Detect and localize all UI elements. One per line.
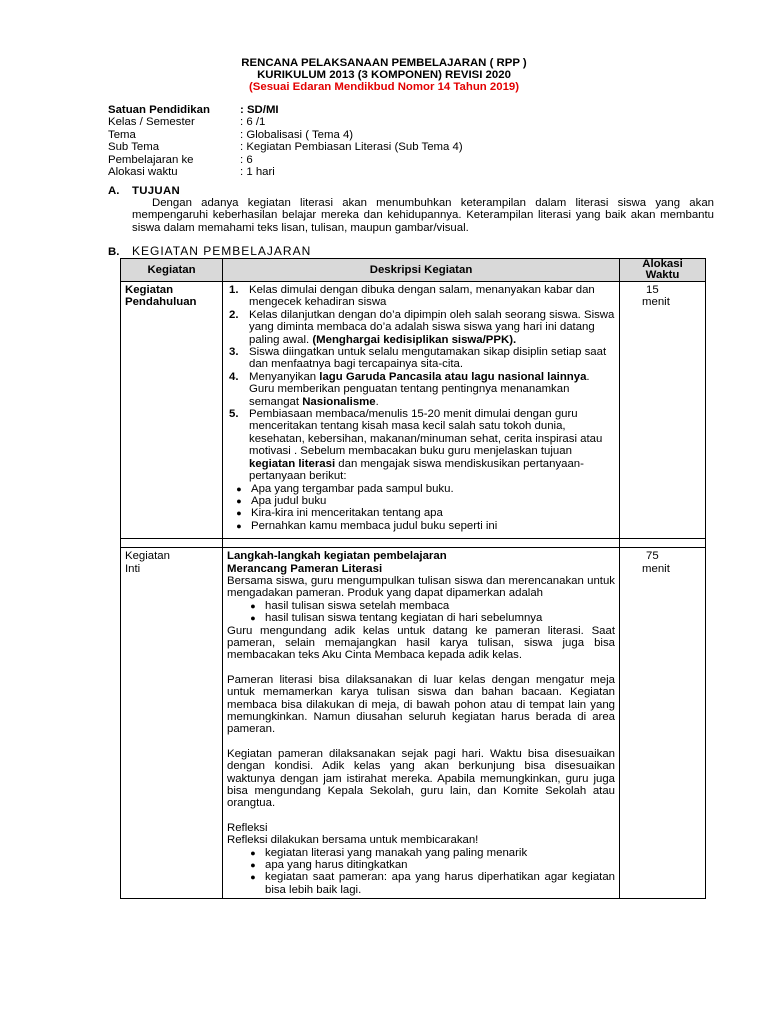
col-header-kegiatan: Kegiatan — [121, 259, 223, 282]
inti-paragraph: Kegiatan pameran dilaksanakan sejak pagi hari. Waktu bisa disesuaikan dengan kondisi. Adik kelas yang akan berkunjung bisa disesuaikan waktunya dengan jam istirahat mereka. Apabila memungkinkan, guru juga bisa mengundang Kepala Sekolah, guru lain, dan Komite Sekolah atau orangtua. — [227, 747, 615, 810]
inti-paragraph: Pameran literasi bisa dilaksanakan di luar kelas dengan mengatur meja untuk memamerkan karya tulisan siswa dan bahan bacaan. Kegiatan membaca bisa dilakukan di meja, di bawah pohon atau di tempat lain yang memungkinkan. Namun diusahan seluruh kegiatan harus berada di area pameran. — [227, 673, 615, 736]
refleksi-list — [227, 847, 615, 897]
section-a-text: Dengan adanya kegiatan literasi akan menumbuhkan keterampilan dalam literasi siswa yang akan mempengaruhi keberhasilan belajar mereka dan kehidupannya. Keterampilan literasi yang baik akan membantu siswa dalam memahami teks lisan, tulisan, maupun gambar/visual. — [132, 197, 714, 234]
cell-waktu-pendahuluan — [620, 282, 706, 539]
bullet-item — [227, 507, 615, 519]
bullet-dot-icon: ● — [250, 613, 256, 624]
bullet-text: Kira-kira ini menceritakan tentang apa — [251, 507, 443, 520]
cell-deskripsi-inti — [223, 548, 620, 899]
bullet-text: Pernahkan kamu membaca judul buku seperti ini — [251, 519, 498, 532]
table-row-inti — [121, 548, 706, 899]
cell-kegiatan-pendahuluan — [121, 282, 223, 539]
col-header-waktu: Alokasi Waktu — [620, 259, 706, 282]
refleksi-title: Refleksi — [227, 821, 268, 834]
bullet-text: Apa yang tergambar pada sampul buku. — [251, 482, 454, 495]
identity-value: : 1 hari — [240, 165, 275, 178]
step-item — [227, 346, 615, 371]
identity-block — [108, 104, 463, 178]
inti-paragraph: Guru mengundang adik kelas untuk datang ke pameran literasi. Saat pameran, selain memajangkan hasil karya tulisan, siswa juga bisa membacakan teks Aku Cinta Membaca kepada adik kelas. — [227, 624, 615, 662]
identity-key: Tema — [108, 128, 136, 141]
identity-value: : Globalisasi ( Tema 4) — [240, 128, 354, 141]
cell-waktu-inti — [620, 548, 706, 899]
step-text-part: lagu Garuda Pancasila atau lagu nasional lainnya — [319, 370, 587, 383]
activity-table — [120, 258, 706, 899]
identity-value: : 6 — [240, 153, 253, 166]
table-header-row — [121, 259, 706, 282]
step-text-part: kegiatan literasi — [249, 457, 336, 470]
step-text-part: . — [375, 395, 379, 408]
bullet-dot-icon: ● — [250, 872, 256, 883]
step-text-part: Pembiasaan membaca/menulis 15-20 menit dimulai dengan guru menceritakan tentang kisah masa kecil salah satu tokoh dunia, kesehatan, kebersihan, makanan/minuman sehat, cerita inspirasi atau motivasi . Sebelum membacakan buku guru menjelaskan tujuan — [249, 408, 603, 458]
time-unit: menit — [642, 562, 670, 575]
doc-title: RENCANA PELAKSANAAN PEMBELAJARAN ( RPP ) — [241, 57, 527, 69]
step-text-part: Siswa diingatkan untuk selalu mengutamakan sikap disiplin setiap saat dan menfaatnya bagi tercapainya sita-cita. — [249, 346, 607, 371]
time-unit: menit — [642, 296, 670, 309]
bullet-item — [227, 483, 615, 495]
identity-value: : Kegiatan Pembiasan Literasi (Sub Tema 4) — [240, 141, 463, 154]
bullet-text: apa yang harus ditingkatkan — [265, 859, 408, 872]
identity-row — [108, 166, 463, 178]
refleksi-text: Refleksi dilakukan bersama untuk membicarakan! — [227, 834, 479, 847]
step-number: 3. — [229, 346, 239, 359]
bullet-item — [241, 600, 615, 612]
step-item — [227, 371, 615, 408]
step-text-part: dan mengajak siswa mendiskusikan pertanyaan-pertanyaan berikut: — [249, 457, 584, 483]
bullet-item — [241, 612, 615, 624]
identity-row — [108, 154, 463, 166]
bullet-dot-icon: ● — [236, 483, 242, 494]
step-text-part: Kelas dimulai dengan dibuka dengan salam, menanyakan kabar dan mengecek kehadiran siswa — [249, 284, 595, 309]
inti-subheading: Merancang Pameran Literasi — [227, 562, 383, 575]
step-number: 5. — [229, 408, 239, 421]
identity-key: Pembelajaran ke — [108, 153, 194, 166]
bullet-text: kegiatan literasi yang manakah yang paling menarik — [265, 846, 528, 859]
step-text — [249, 408, 615, 482]
bullet-dot-icon: ● — [250, 860, 256, 871]
identity-row — [108, 104, 463, 116]
bullet-text: hasil tulisan siswa tentang kegiatan di hari sebelumnya — [265, 612, 543, 625]
step-text-part: Kelas dilanjutkan dengan do’a dipimpin oleh salah seorang siswa. Siswa yang diminta membaca do’a adalah siswa siswa yang hari ini datang paling awal. — [249, 308, 615, 346]
bullet-item — [241, 859, 615, 871]
step-number: 4. — [229, 370, 239, 383]
product-list — [227, 600, 615, 625]
identity-key: Alokasi waktu — [108, 165, 178, 178]
identity-key: Sub Tema — [108, 141, 160, 154]
identity-key: Satuan Pendidikan — [108, 104, 210, 116]
bullet-dot-icon: ● — [236, 508, 242, 519]
time-value: 75 — [646, 550, 659, 563]
step-item — [227, 284, 615, 309]
cell-kegiatan-inti — [121, 548, 223, 899]
step-text-part: Menyanyikan — [249, 370, 320, 383]
label-line: Kegiatan — [125, 284, 174, 296]
inti-paragraph: Bersama siswa, guru mengumpulkan tulisan siswa dan merencanakan untuk mengadakan pameran. Produk yang dapat dipamerkan adalah — [227, 574, 615, 600]
label-line: Pendahuluan — [125, 296, 197, 309]
identity-row — [108, 116, 463, 128]
step-number: 1. — [229, 284, 239, 296]
bullet-item — [241, 847, 615, 859]
step-text — [249, 284, 615, 309]
question-list — [227, 483, 615, 533]
bullet-item — [227, 495, 615, 507]
bullet-text: hasil tulisan siswa setelah membaca — [265, 599, 450, 612]
bullet-dot-icon: ● — [236, 495, 242, 506]
step-text — [249, 346, 615, 371]
bullet-item — [241, 871, 615, 896]
step-text — [249, 371, 615, 408]
time-value: 15 — [646, 284, 659, 296]
section-b-heading: B. KEGIATAN PEMBELAJARAN — [108, 244, 312, 258]
bullet-text: Apa judul buku — [251, 494, 327, 507]
step-text-part: . Guru memberikan penguatan tentang pentingnya menanamkan semangat — [249, 370, 590, 408]
table-row-pendahuluan — [121, 282, 706, 539]
bullet-item — [227, 520, 615, 532]
section-a-heading: A. TUJUAN — [108, 185, 180, 197]
steps-list — [227, 284, 615, 483]
step-item — [227, 408, 615, 482]
doc-note: (Sesuai Edaran Mendikbud Nomor 14 Tahun 2019) — [248, 81, 520, 93]
label-line: Kegiatan — [125, 550, 170, 563]
step-number: 2. — [229, 308, 239, 321]
col-header-deskripsi: Deskripsi Kegiatan — [223, 259, 620, 282]
doc-subtitle: KURIKULUM 2013 (3 KOMPONEN) REVISI 2020 — [257, 69, 511, 81]
step-item — [227, 309, 615, 346]
step-text — [249, 309, 615, 346]
inti-heading: Langkah-langkah kegiatan pembelajaran — [227, 550, 447, 563]
identity-row — [108, 129, 463, 141]
step-text-part: Nasionalisme — [302, 395, 376, 408]
identity-value: : SD/MI — [240, 104, 279, 116]
bullet-dot-icon: ● — [250, 600, 256, 611]
cell-deskripsi-pendahuluan — [223, 282, 620, 539]
identity-row — [108, 141, 463, 153]
label-line: Inti — [125, 562, 141, 575]
bullet-dot-icon: ● — [250, 847, 256, 858]
bullet-text: kegiatan saat pameran: apa yang harus diperhatikan agar kegiatan bisa lebih baik lagi. — [265, 871, 615, 896]
step-text-part: (Menghargai kedisiplikan siswa/PPK). — [312, 333, 517, 346]
identity-value: : 6 /1 — [240, 116, 266, 129]
bullet-dot-icon: ● — [236, 520, 242, 531]
identity-key: Kelas / Semester — [108, 116, 195, 129]
